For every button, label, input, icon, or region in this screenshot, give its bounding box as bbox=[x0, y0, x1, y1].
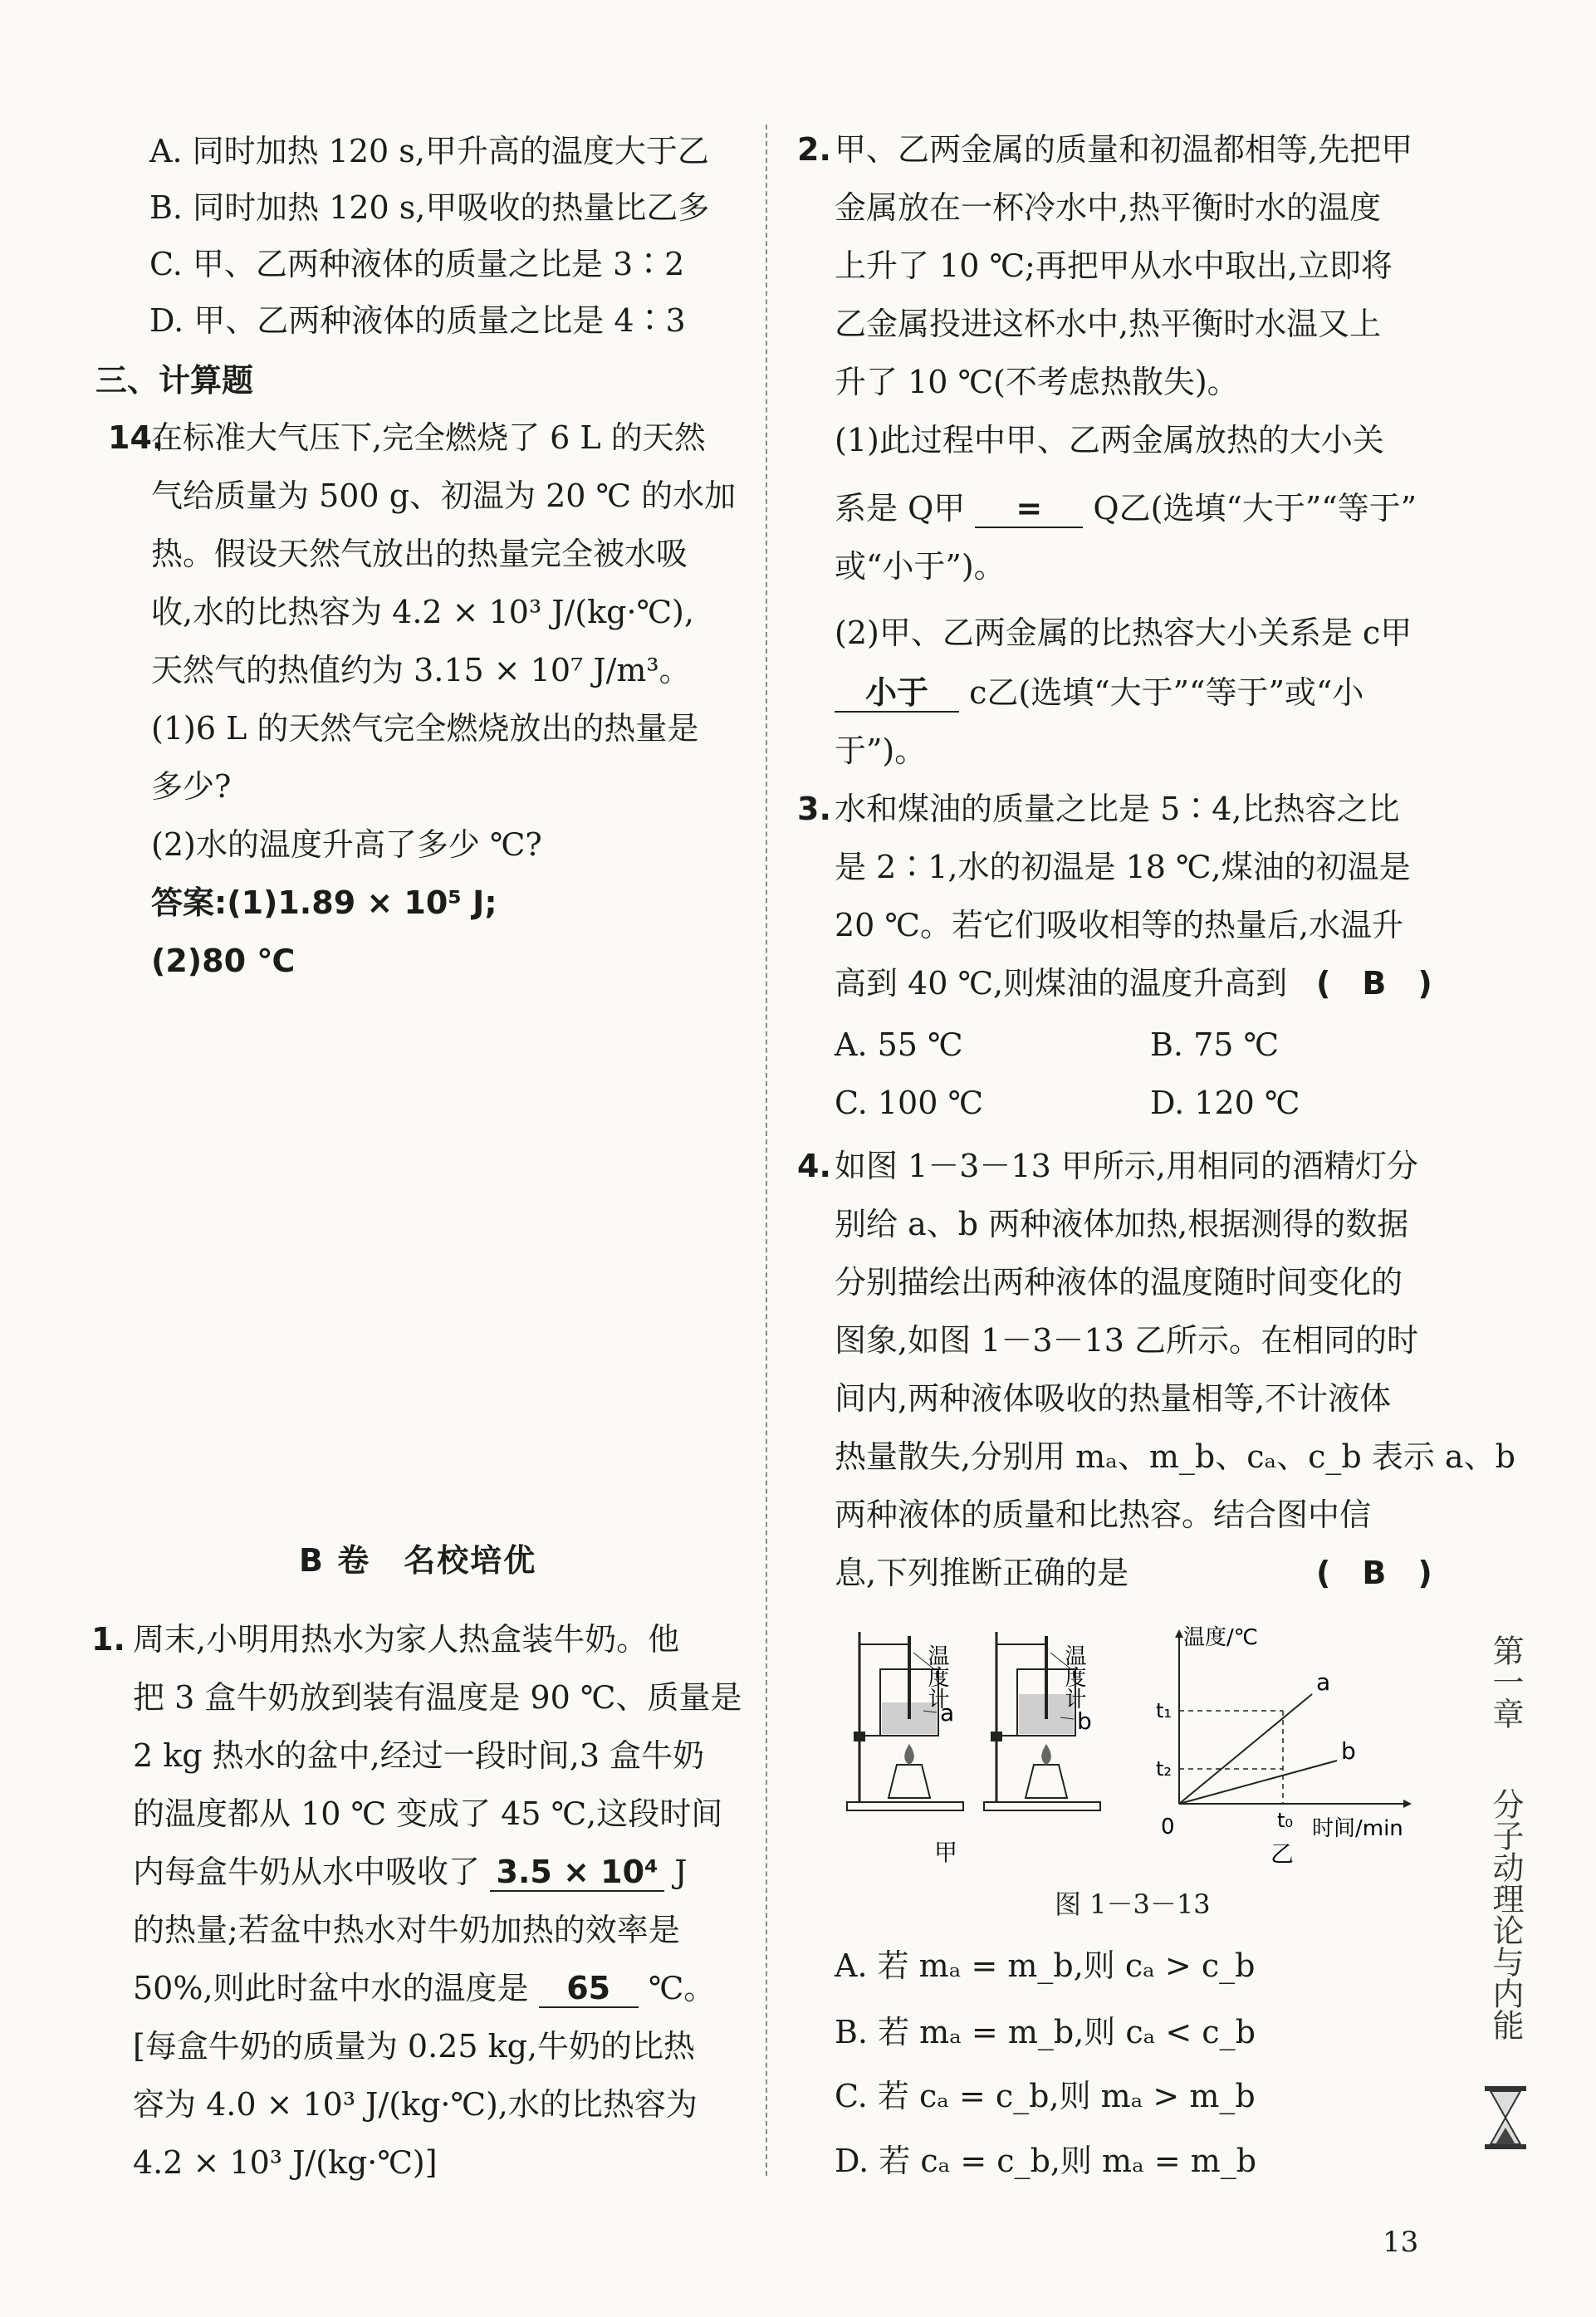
q4-figure bbox=[830, 1619, 1428, 1869]
t1-label: t₁ bbox=[1156, 1699, 1173, 1722]
q3-option-a: A. 55 ℃ bbox=[835, 1026, 963, 1063]
qb1-line: 2 kg 热水的盆中,经过一段时间,3 盒牛奶 bbox=[133, 1737, 705, 1774]
chapter-label: 第一章 bbox=[1487, 1634, 1524, 1729]
q2-line: 于”)。 bbox=[835, 732, 927, 769]
q2-line: 金属放在一杯冷水中,热平衡时水的温度 bbox=[835, 189, 1382, 226]
t2-label: t₂ bbox=[1156, 1757, 1173, 1781]
q3-option-c: C. 100 ℃ bbox=[835, 1085, 983, 1121]
page-number: 13 bbox=[1383, 2226, 1419, 2259]
qb1-line: 的热量;若盆中热水对牛奶加热的效率是 bbox=[133, 1912, 680, 1948]
q4-line: 如图 1－3－13 甲所示,用相同的酒精灯分 bbox=[835, 1148, 1418, 1184]
q14-answer-1: 答案:(1)1.89 × 10⁵ J; bbox=[151, 884, 497, 921]
qb1-line: 把 3 盒牛奶放到装有温度是 90 ℃、质量是 bbox=[133, 1679, 742, 1716]
thermo-label-yi: 温度计 bbox=[1061, 1644, 1086, 1709]
q4-option-a: A. 若 mₐ = m_b,则 cₐ > c_b bbox=[835, 1947, 1256, 1984]
temperature-graph bbox=[1156, 1625, 1412, 1868]
q14-answer-2: (2)80 ℃ bbox=[151, 943, 296, 979]
qb1-line7-unit: ℃。 bbox=[648, 1970, 716, 2006]
q2-line: 或“小于”)。 bbox=[835, 548, 1006, 585]
q2-answer-specific-heat: 小于 bbox=[835, 674, 959, 713]
t0-label: t₀ bbox=[1277, 1809, 1294, 1832]
q4-line: 间内,两种液体吸收的热量相等,不计液体 bbox=[835, 1380, 1392, 1417]
apparatus-yi bbox=[984, 1632, 1100, 1810]
section-title: 三、计算题 bbox=[95, 362, 254, 399]
q4-option-d: D. 若 cₐ = c_b,则 mₐ = m_b bbox=[835, 2143, 1257, 2179]
q2-line: (2)甲、乙两金属的比热容大小关系是 c甲 bbox=[835, 615, 1412, 651]
label-jia: 甲 bbox=[934, 1839, 958, 1866]
q2-line: 升了 10 ℃(不考虑热散失)。 bbox=[835, 364, 1239, 400]
q3-number: 3. bbox=[797, 791, 831, 827]
q2-line7-rest: Q乙(选填“大于”“等于” bbox=[1093, 490, 1417, 527]
q3-option-d: D. 120 ℃ bbox=[1150, 1085, 1300, 1121]
chapter-sidebar bbox=[1468, 1619, 1543, 2159]
qb1-line: 周末,小明用热水为家人热盒装牛奶。他 bbox=[133, 1621, 680, 1658]
chapter-topic: 分子动理论与内能 bbox=[1487, 1788, 1524, 2040]
q14-line: (2)水的温度升高了多少 ℃? bbox=[151, 826, 542, 863]
figure-caption: 图 1－3－13 bbox=[1055, 1888, 1211, 1920]
q3-line: 20 ℃。若它们吸收相等的热量后,水温升 bbox=[835, 907, 1404, 943]
thermo-label-jia: 温度计 bbox=[924, 1644, 949, 1709]
liquid-a-label: a bbox=[940, 1699, 955, 1727]
q2-line-7 bbox=[835, 490, 1417, 528]
line-a-label: a bbox=[1316, 1668, 1331, 1696]
q14-line: (1)6 L 的天然气完全燃烧放出的热量是 bbox=[151, 710, 699, 747]
qb1-note: [每盒牛奶的质量为 0.25 kg,牛奶的比热 bbox=[133, 2028, 696, 2065]
q14-line: 多少? bbox=[151, 768, 232, 805]
q3-line: 是 2∶1,水的初温是 18 ℃,煤油的初温是 bbox=[835, 849, 1411, 885]
q2-line7-text: 系是 Q甲 bbox=[835, 490, 966, 527]
liquid-b-label: b bbox=[1077, 1707, 1092, 1735]
q2-line: 上升了 10 ℃;再把甲从水中取出,立即将 bbox=[835, 247, 1393, 284]
hourglass-icon bbox=[1481, 2084, 1530, 2151]
q14-line: 热。假设天然气放出的热量完全被水吸 bbox=[151, 536, 688, 572]
qb1-answer-heat: 3.5 × 10⁴ bbox=[490, 1854, 664, 1892]
q4-option-c: C. 若 cₐ = c_b,则 mₐ > m_b bbox=[835, 2078, 1256, 2114]
column-divider bbox=[766, 125, 767, 2176]
line-b bbox=[1179, 1761, 1337, 1804]
q4-number: 4. bbox=[797, 1148, 831, 1184]
q3-option-b: B. 75 ℃ bbox=[1150, 1026, 1280, 1063]
q4-line: 别给 a、b 两种液体加热,根据测得的数据 bbox=[835, 1206, 1409, 1242]
qb1-number: 1. bbox=[91, 1621, 125, 1658]
q14-line: 气给质量为 500 g、初温为 20 ℃ 的水加 bbox=[151, 478, 737, 514]
q14-line: 在标准大气压下,完全燃烧了 6 L 的天然 bbox=[151, 419, 706, 456]
qb1-answer-temp: 65 bbox=[539, 1970, 639, 2008]
x-axis-label: 时间/min bbox=[1312, 1816, 1403, 1841]
prev-option-d: D. 甲、乙两种液体的质量之比是 4∶3 bbox=[149, 302, 686, 339]
qb1-line-7 bbox=[133, 1970, 715, 2008]
q3-line: 高到 40 ℃,则煤油的温度升高到 bbox=[835, 965, 1288, 1002]
q14-line: 天然气的热值约为 3.15 × 10⁷ J/m³。 bbox=[151, 652, 691, 688]
q2-line: (1)此过程中甲、乙两金属放热的大小关 bbox=[835, 422, 1384, 458]
q4-line: 热量散失,分别用 mₐ、m_b、cₐ、c_b 表示 a、b bbox=[835, 1438, 1515, 1475]
q2-answer-heat: = bbox=[975, 490, 1083, 528]
q2-line10-rest: c乙(选填“大于”“等于”或“小 bbox=[969, 674, 1364, 711]
prev-option-b: B. 同时加热 120 s,甲吸收的热量比乙多 bbox=[149, 189, 710, 226]
q14-number: 14. bbox=[108, 419, 164, 456]
qb1-note: 容为 4.0 × 10³ J/(kg·℃),水的比热容为 bbox=[133, 2086, 698, 2123]
origin-label: 0 bbox=[1161, 1815, 1175, 1839]
q2-number: 2. bbox=[797, 131, 831, 168]
q2-line: 甲、乙两金属的质量和初温都相等,先把甲 bbox=[835, 131, 1413, 168]
qb1-note: 4.2 × 10³ J/(kg·℃)] bbox=[133, 2144, 438, 2181]
q3-answer-bracket: ( B ) bbox=[1316, 965, 1432, 1002]
q14-line: 收,水的比热容为 4.2 × 10³ J/(kg·℃), bbox=[151, 594, 694, 630]
prev-option-c: C. 甲、乙两种液体的质量之比是 3∶2 bbox=[149, 246, 685, 282]
q2-line-10 bbox=[835, 674, 1363, 713]
q2-line: 乙金属投进这杯水中,热平衡时水温又上 bbox=[835, 306, 1382, 342]
apparatus-jia bbox=[847, 1632, 963, 1866]
q4-answer-bracket: ( B ) bbox=[1316, 1555, 1432, 1591]
label-yi: 乙 bbox=[1270, 1840, 1295, 1868]
q4-line: 息,下列推断正确的是 bbox=[835, 1555, 1129, 1591]
q3-line: 水和煤油的质量之比是 5∶4,比热容之比 bbox=[835, 791, 1400, 827]
prev-option-a: A. 同时加热 120 s,甲升高的温度大于乙 bbox=[149, 133, 709, 169]
q4-option-b: B. 若 mₐ = m_b,则 cₐ < c_b bbox=[835, 2014, 1256, 2050]
qb1-line5-text: 内每盒牛奶从水中吸收了 bbox=[133, 1854, 481, 1890]
q4-line: 分别描绘出两种液体的温度随时间变化的 bbox=[835, 1264, 1403, 1301]
qb1-line-5 bbox=[133, 1854, 687, 1892]
y-axis-label: 温度/℃ bbox=[1183, 1625, 1258, 1650]
qb1-line5-unit: J bbox=[674, 1854, 688, 1890]
part-b-title: B 卷 名校培优 bbox=[299, 1542, 537, 1579]
line-b-label: b bbox=[1341, 1737, 1356, 1765]
qb1-line7-text: 50%,则此时盆中水的温度是 bbox=[133, 1970, 529, 2006]
q4-line: 图象,如图 1－3－13 乙所示。在相同的时 bbox=[835, 1322, 1418, 1359]
q4-line: 两种液体的质量和比热容。结合图中信 bbox=[835, 1496, 1372, 1533]
qb1-line: 的温度都从 10 ℃ 变成了 45 ℃,这段时间 bbox=[133, 1795, 723, 1832]
